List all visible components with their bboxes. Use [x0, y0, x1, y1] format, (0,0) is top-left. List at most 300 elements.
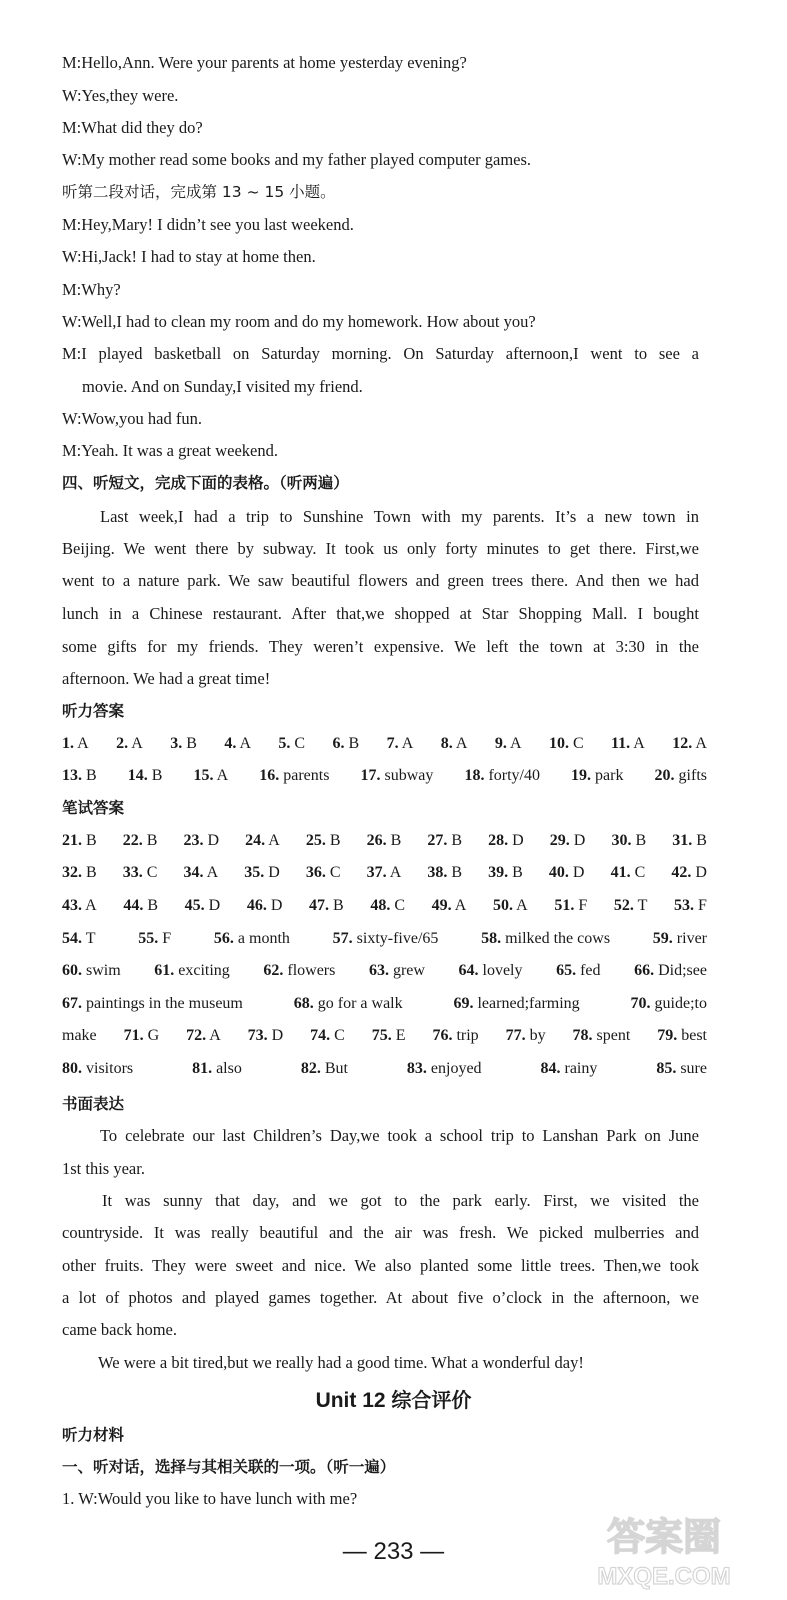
answer-item	[672, 830, 707, 852]
answer-value: C	[572, 735, 584, 752]
watermark-title: 答案圈	[606, 1515, 722, 1559]
answer-number: 42.	[671, 864, 692, 881]
answer-value: A	[131, 735, 143, 752]
answer-item	[123, 830, 158, 852]
answer-number: 81.	[192, 1060, 213, 1077]
answer-number: 55.	[138, 930, 159, 947]
answer-value: A	[509, 735, 522, 752]
answer-row	[62, 765, 707, 787]
answer-item	[263, 960, 335, 982]
answer-item	[301, 1058, 348, 1080]
answer-value: visitors	[86, 1060, 134, 1077]
answer-number: 78.	[572, 1027, 593, 1044]
answer-item	[185, 895, 221, 917]
answer-item	[370, 895, 405, 917]
answer-value: T	[637, 897, 648, 914]
dialogue-line: W:Well,I had to clean my room and do my homework. How about you?	[62, 312, 536, 331]
answer-value: sixty-five/65	[356, 930, 439, 947]
answer-value: A	[401, 735, 414, 752]
answer-number: 17.	[360, 767, 381, 784]
answer-item	[294, 993, 403, 1015]
answer-number: 58.	[481, 930, 502, 947]
answer-number: 26.	[366, 832, 387, 849]
answer-value: Did;see	[658, 962, 707, 979]
answer-number: 38.	[427, 864, 448, 881]
answer-value: A	[206, 864, 219, 881]
answer-item	[123, 862, 158, 884]
answer-item	[278, 733, 305, 755]
answer-number: 47.	[309, 897, 330, 914]
answer-number: 75.	[371, 1027, 392, 1044]
answer-number: 67.	[62, 995, 82, 1012]
answer-number: 14.	[127, 767, 148, 784]
answer-item	[506, 1025, 546, 1047]
answer-value: B	[451, 832, 463, 849]
answer-item	[224, 733, 251, 755]
dialogue-line: M:Yeah. It was a great weekend.	[62, 441, 278, 460]
answer-number: 22.	[122, 832, 143, 849]
answer-item	[309, 895, 344, 917]
answer-value: swim	[86, 962, 121, 979]
answer-value: F	[578, 897, 588, 914]
answer-item	[631, 993, 707, 1015]
answer-value: C	[634, 864, 646, 881]
answer-number: 66.	[634, 962, 655, 979]
answer-number: 77.	[505, 1027, 526, 1044]
answer-item	[62, 765, 97, 787]
essay-line: It was sunny that day, and we got to the park early. First, we visited the	[102, 1191, 699, 1210]
answer-value: D	[695, 864, 707, 881]
answer-item	[128, 765, 163, 787]
answer-value: guide;to	[654, 995, 707, 1012]
answer-item	[259, 765, 329, 787]
answer-value: C	[334, 1027, 345, 1044]
answer-number: 59.	[652, 930, 673, 947]
answer-value: A	[239, 735, 251, 752]
answer-number: 74.	[310, 1027, 331, 1044]
answer-item	[62, 733, 89, 755]
answer-number: 73.	[247, 1027, 268, 1044]
answer-item	[367, 862, 402, 884]
answer-item	[634, 960, 707, 982]
answer-item	[248, 1025, 284, 1047]
answer-value: G	[147, 1027, 160, 1044]
answer-value: D	[270, 897, 283, 914]
answer-value: B	[333, 897, 344, 914]
answer-number: 43.	[62, 897, 82, 914]
answer-item	[541, 1058, 598, 1080]
answer-number: 71.	[123, 1027, 144, 1044]
answer-value: But	[324, 1060, 348, 1077]
dialogue-line: W:My mother read some books and my father played computer games.	[62, 150, 532, 169]
answer-item	[138, 928, 171, 950]
answer-value: make	[62, 1027, 97, 1044]
answer-number: 5.	[278, 735, 291, 752]
section-heading: 四、听短文，完成下面的表格。（听两遍）	[62, 474, 349, 492]
answer-number: 52.	[613, 897, 634, 914]
answer-value: A	[455, 735, 468, 752]
answer-value: park	[595, 767, 624, 784]
answer-number: 85.	[656, 1060, 677, 1077]
answer-number: 34.	[183, 864, 204, 881]
answer-item	[432, 895, 467, 917]
answer-row	[62, 895, 707, 917]
answer-value: flowers	[287, 962, 336, 979]
answer-item	[62, 1058, 133, 1080]
answer-number: 72.	[186, 1027, 207, 1044]
answer-item	[62, 1025, 97, 1047]
answer-value: D	[268, 864, 280, 881]
dialogue-line: W:Wow,you had fun.	[62, 409, 202, 428]
answer-item	[550, 830, 586, 852]
answer-number: 11.	[611, 735, 631, 752]
answer-value: A	[695, 735, 707, 752]
answer-value: C	[294, 735, 306, 752]
answer-number: 83.	[406, 1060, 427, 1077]
answer-row	[62, 1025, 707, 1047]
answer-number: 13.	[62, 767, 82, 784]
answer-value: A	[633, 735, 645, 752]
answer-item	[549, 862, 585, 884]
answer-item	[407, 1058, 482, 1080]
answer-value: B	[151, 767, 163, 784]
answer-number: 41.	[610, 864, 631, 881]
answer-value: learned;farming	[477, 995, 580, 1012]
answer-number: 39.	[488, 864, 509, 881]
answer-number: 80.	[62, 1060, 82, 1077]
answer-item	[655, 765, 707, 787]
answer-item	[657, 1025, 707, 1047]
essay-line: We were a bit tired,but we really had a good time. What a wonderful day!	[98, 1353, 584, 1372]
essay-line: 1st this year.	[62, 1159, 145, 1178]
writing-heading: 书面表达	[62, 1095, 125, 1113]
answer-value: B	[146, 832, 158, 849]
answer-item	[333, 733, 360, 755]
answer-row	[62, 1058, 707, 1080]
answer-item	[245, 830, 280, 852]
answer-number: 56.	[213, 930, 234, 947]
passage-line: Last week,I had a trip to Sunshine Town with my parents. It’s a new town in	[100, 507, 699, 526]
answer-item	[614, 895, 648, 917]
dialogue-line: M:I played basketball on Saturday morning. On Saturday afternoon,I went to see a	[62, 344, 699, 363]
answer-value: D	[572, 864, 585, 881]
answer-number: 6.	[332, 735, 345, 752]
essay-line: came back home.	[62, 1320, 177, 1339]
answer-item	[556, 960, 600, 982]
answer-number: 54.	[62, 930, 82, 947]
answer-value: A	[77, 735, 89, 752]
answer-value: D	[207, 832, 220, 849]
watermark-logo	[559, 1508, 769, 1592]
answer-item	[453, 993, 579, 1015]
answer-item	[123, 895, 158, 917]
answer-value: best	[681, 1027, 707, 1044]
answer-value: A	[216, 767, 229, 784]
answer-item	[481, 928, 610, 950]
answer-number: 40.	[548, 864, 569, 881]
listening-answers-heading: 听力答案	[62, 702, 125, 720]
answer-value: D	[208, 897, 221, 914]
answer-item	[611, 862, 646, 884]
answer-row	[62, 862, 707, 884]
answer-number: 3.	[170, 735, 183, 752]
page-number: — 233 —	[342, 1538, 445, 1565]
answer-value: forty/40	[488, 767, 540, 784]
answer-item	[214, 928, 290, 950]
answer-number: 15.	[193, 767, 214, 784]
answer-value: T	[85, 930, 96, 947]
answer-item	[427, 862, 462, 884]
answer-item	[459, 960, 523, 982]
answer-value: a month	[237, 930, 290, 947]
answer-number: 76.	[432, 1027, 453, 1044]
answer-value: B	[186, 735, 197, 752]
section-heading: 一、听对话，选择与其相关联的一项。（听一遍）	[62, 1458, 396, 1476]
answer-value: A	[268, 832, 280, 849]
answer-number: 84.	[540, 1060, 561, 1077]
answer-number: 29.	[549, 832, 570, 849]
answer-item	[306, 862, 341, 884]
answer-number: 7.	[386, 735, 399, 752]
answer-value: F	[698, 897, 707, 914]
answer-number: 20.	[654, 767, 675, 784]
answer-number: 48.	[370, 897, 391, 914]
answer-item	[310, 1025, 345, 1047]
passage-line: afternoon. We had a great time!	[62, 669, 271, 688]
answer-item	[369, 960, 425, 982]
dialogue-line: M:Hello,Ann. Were your parents at home yesterday evening?	[62, 53, 467, 72]
answer-number: 33.	[122, 864, 143, 881]
answer-value: B	[390, 832, 402, 849]
answer-value: B	[329, 832, 341, 849]
answer-number: 45.	[184, 897, 205, 914]
answer-item	[372, 1025, 406, 1047]
answer-value: also	[216, 1060, 242, 1077]
answer-value: B	[86, 864, 97, 881]
answer-value: enjoyed	[430, 1060, 482, 1077]
answer-value: B	[86, 767, 97, 784]
answer-item	[170, 733, 197, 755]
answer-item	[488, 830, 524, 852]
answer-item	[116, 733, 143, 755]
answer-item	[62, 830, 97, 852]
answer-item	[653, 928, 707, 950]
answer-number: 64.	[458, 962, 479, 979]
answer-number: 44.	[123, 897, 144, 914]
answer-number: 10.	[548, 735, 569, 752]
answer-row	[62, 733, 707, 755]
answer-number: 24.	[245, 832, 266, 849]
answer-number: 12.	[672, 735, 693, 752]
answer-item	[124, 1025, 160, 1047]
essay-line: To celebrate our last Children’s Day,we took a school trip to Lanshan Park on June	[100, 1126, 699, 1145]
answer-item	[367, 830, 402, 852]
answer-number: 65.	[556, 962, 577, 979]
unit-title-cn: 综合评价	[391, 1388, 472, 1412]
answer-value: A	[516, 897, 528, 914]
answer-number: 8.	[440, 735, 453, 752]
answer-item	[571, 765, 623, 787]
answer-item	[674, 895, 707, 917]
answer-value: paintings in the museum	[86, 995, 243, 1012]
answer-number: 63.	[368, 962, 389, 979]
dialogue-line: M:Hey,Mary! I didn’t see you last weekend.	[62, 215, 354, 234]
passage-line: lunch in a Chinese restaurant. After that,we shopped at Star Shopping Mall. I bought	[62, 604, 699, 623]
answer-item	[493, 895, 528, 917]
answer-value: trip	[456, 1027, 479, 1044]
answer-item	[360, 765, 433, 787]
answer-value: subway	[384, 767, 434, 784]
answer-value: F	[162, 930, 172, 947]
answer-item	[573, 1025, 631, 1047]
question-line: 1. W:Would you like to have lunch with me?	[62, 1489, 358, 1508]
answer-number: 37.	[366, 864, 387, 881]
answer-number: 49.	[431, 897, 452, 914]
essay-line: other fruits. They were sweet and nice. We also planted some little trees. Then,we took	[62, 1256, 699, 1275]
answer-item	[184, 862, 219, 884]
answer-value: D	[573, 832, 586, 849]
answer-value: go for a walk	[317, 995, 403, 1012]
answer-item	[441, 733, 468, 755]
answer-value: A	[454, 897, 467, 914]
answer-number: 19.	[571, 767, 592, 784]
dialogue-line: M:What did they do?	[62, 118, 203, 137]
answer-item	[656, 1058, 707, 1080]
answer-value: D	[271, 1027, 284, 1044]
answer-item	[306, 830, 341, 852]
answer-value: grew	[392, 962, 425, 979]
passage-line: went to a nature park. We saw beautiful flowers and green trees there. And then we had	[62, 571, 699, 590]
answer-number: 69.	[453, 995, 474, 1012]
answer-value: river	[676, 930, 707, 947]
answer-number: 57.	[332, 930, 353, 947]
dialogue-line: W:Hi,Jack! I had to stay at home then.	[62, 247, 316, 266]
answer-value: rainy	[564, 1060, 598, 1077]
answer-item	[184, 830, 220, 852]
essay-line: a lot of photos and played games together. At about five o’clock in the afternoon, we	[62, 1288, 699, 1307]
answer-item	[672, 733, 707, 755]
answer-number: 30.	[611, 832, 632, 849]
answer-value: milked the cows	[505, 930, 611, 947]
answer-item	[554, 895, 587, 917]
answer-item	[193, 765, 228, 787]
answer-number: 1.	[62, 735, 74, 752]
answer-item	[464, 765, 540, 787]
answer-value: parents	[283, 767, 330, 784]
answer-row	[62, 993, 707, 1015]
answer-item	[247, 895, 283, 917]
answer-value: B	[512, 864, 523, 881]
answer-number: 60.	[62, 962, 82, 979]
answer-item	[611, 830, 646, 852]
answer-value: fed	[580, 962, 601, 979]
answer-item	[192, 1058, 242, 1080]
answer-item	[154, 960, 230, 982]
answer-number: 82.	[300, 1060, 321, 1077]
passage-line: Beijing. We went there by subway. It took us only forty minutes to get there. First,we	[62, 539, 699, 558]
answer-item	[387, 733, 414, 755]
answer-value: C	[394, 897, 406, 914]
answer-value: B	[86, 832, 97, 849]
answer-number: 18.	[464, 767, 485, 784]
written-answers-heading: 笔试答案	[62, 799, 125, 817]
answer-number: 50.	[493, 897, 513, 914]
answer-row	[62, 830, 707, 852]
answer-number: 25.	[305, 832, 326, 849]
passage-line: some gifts for my friends. They weren’t expensive. We left the town at 3:30 in the	[62, 637, 699, 656]
answer-item	[488, 862, 523, 884]
answer-item	[62, 862, 97, 884]
dialogue-line: M:Why?	[62, 280, 121, 299]
answer-number: 35.	[244, 864, 265, 881]
answer-item	[495, 733, 522, 755]
section-instruction: 听第二段对话，完成第 13 ~ 15 小题。	[62, 183, 336, 201]
answer-item	[62, 960, 121, 982]
answer-number: 4.	[224, 735, 237, 752]
answer-item	[244, 862, 280, 884]
answer-number: 79.	[657, 1027, 678, 1044]
answer-value: lovely	[482, 962, 523, 979]
answer-item	[62, 928, 96, 950]
answer-number: 31.	[672, 832, 693, 849]
answer-number: 70.	[630, 995, 651, 1012]
answer-value: B	[635, 832, 647, 849]
answer-value: B	[451, 864, 463, 881]
answer-number: 36.	[305, 864, 326, 881]
unit-title	[0, 1384, 787, 1413]
answer-item	[62, 895, 97, 917]
answer-number: 2.	[116, 735, 129, 752]
answer-row	[62, 960, 707, 982]
answer-value: B	[348, 735, 360, 752]
answer-item	[671, 862, 707, 884]
answer-number: 28.	[488, 832, 509, 849]
answer-value: A	[209, 1027, 221, 1044]
unit-title-en: Unit 12	[315, 1389, 386, 1412]
answer-value: C	[146, 864, 158, 881]
answer-value: A	[389, 864, 402, 881]
answer-value: sure	[680, 1060, 707, 1077]
answer-value: exciting	[178, 962, 230, 979]
answer-value: C	[329, 864, 341, 881]
answer-number: 16.	[259, 767, 280, 784]
dialogue-line: movie. And on Sunday,I visited my friend.	[82, 377, 363, 396]
answer-value: A	[85, 897, 97, 914]
answer-value: spent	[596, 1027, 631, 1044]
answer-number: 51.	[554, 897, 575, 914]
answer-number: 61.	[154, 962, 175, 979]
answer-value: E	[395, 1027, 406, 1044]
answer-number: 27.	[427, 832, 448, 849]
answer-item	[611, 733, 645, 755]
answer-number: 23.	[183, 832, 204, 849]
answer-item	[549, 733, 584, 755]
answer-item	[427, 830, 462, 852]
answer-number: 9.	[494, 735, 507, 752]
answer-item	[62, 993, 243, 1015]
dialogue-line: W:Yes,they were.	[62, 86, 179, 105]
answer-number: 46.	[246, 897, 267, 914]
essay-line: countryside. It was really beautiful and the air was fresh. We picked mulberries and	[62, 1223, 699, 1242]
material-heading: 听力材料	[62, 1426, 125, 1444]
answer-item	[432, 1025, 478, 1047]
answer-number: 21.	[62, 832, 82, 849]
watermark-url: MXQE.COM	[597, 1563, 731, 1590]
answer-value: D	[512, 832, 524, 849]
answer-item	[333, 928, 439, 950]
answer-value: B	[147, 897, 158, 914]
answer-value: B	[696, 832, 707, 849]
